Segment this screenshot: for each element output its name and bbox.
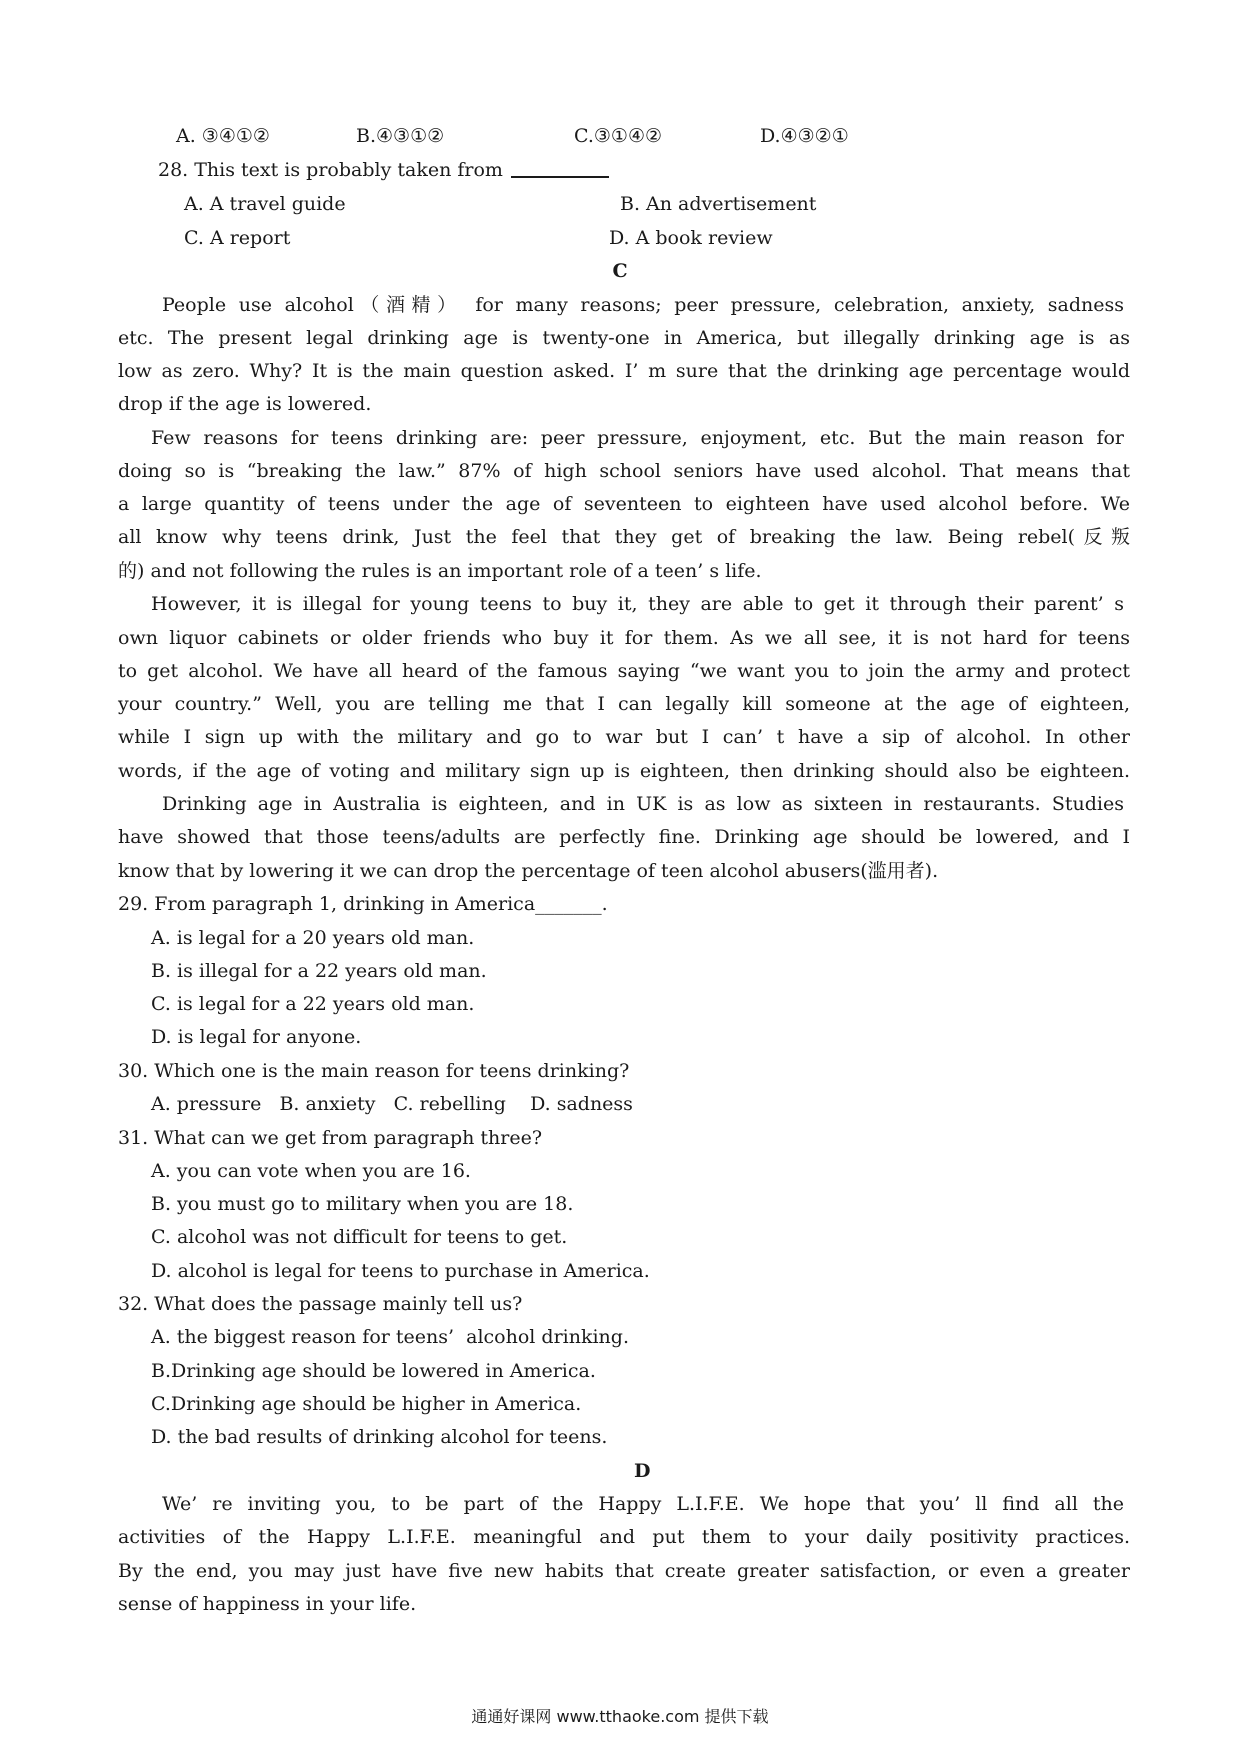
passage-line: to get alcohol. We have all heard of the famous saying “we want you to join the army and protect — [118, 660, 1130, 682]
q29-option-d: D. is legal for anyone. — [151, 1026, 362, 1048]
q32-option-c: C.Drinking age should be higher in America. — [151, 1393, 582, 1415]
q32-option-a: A. the biggest reason for teens’ alcohol drinking. — [151, 1326, 629, 1348]
passage-line: words, if the age of voting and military sign up is eighteen, then drinking should also be eighteen. — [118, 760, 1130, 782]
q28-option-c: C. A report — [184, 227, 291, 249]
q30-options: A. pressure B. anxiety C. rebelling D. sadness — [151, 1093, 633, 1115]
q32-option-d: D. the bad results of drinking alcohol for teens. — [151, 1426, 608, 1448]
q27-option-d: D.④③②① — [760, 125, 849, 147]
passage-line: Drinking age in Australia is eighteen, and in UK is as low as sixteen in restaurants. Studies — [162, 793, 1124, 815]
passage-line: However, it is illegal for young teens to buy it, they are able to get it through their parent’ s — [151, 593, 1124, 615]
q31-option-d: D. alcohol is legal for teens to purchase in America. — [151, 1260, 650, 1282]
section-d-heading: D — [634, 1460, 651, 1482]
passage-line: sense of happiness in your life. — [118, 1593, 417, 1615]
passage-line: own liquor cabinets or older friends who buy it for them. As we all see, it is not hard for teens — [118, 627, 1130, 649]
passage-line: low as zero. Why? It is the main question asked. I’ m sure that the drinking age percentage would — [118, 360, 1130, 382]
passage-line: drop if the age is lowered. — [118, 393, 372, 415]
q32-stem: 32. What does the passage mainly tell us? — [118, 1293, 523, 1315]
passage-line: activities of the Happy L.I.F.E. meaningful and put them to your daily positivity practices. — [118, 1526, 1130, 1548]
passage-line: Few reasons for teens drinking are: peer pressure, enjoyment, etc. But the main reason for — [151, 427, 1124, 449]
answer-blank — [511, 176, 609, 178]
q27-option-b: B.④③①② — [356, 125, 445, 147]
passage-line: doing so is “breaking the law.” 87% of high school seniors have used alcohol. That means that — [118, 460, 1130, 482]
passage-line: etc. The present legal drinking age is twenty-one in America, but illegally drinking age is as — [118, 327, 1130, 349]
q28-option-d: D. A book review — [609, 227, 773, 249]
section-c-heading: C — [612, 260, 628, 282]
q28-stem: 28. This text is probably taken from — [158, 158, 609, 182]
passage-line: all know why teens drink, Just the feel that they get of breaking the law. Being rebel(反叛 — [118, 526, 1130, 548]
passage-line: We’ re inviting you, to be part of the Happy L.I.F.E. We hope that you’ ll find all the — [162, 1493, 1124, 1515]
q31-stem: 31. What can we get from paragraph three? — [118, 1127, 543, 1149]
passage-line: your country.” Well, you are telling me that I can legally kill someone at the age of eighteen, — [118, 693, 1130, 715]
q29-stem: 29. From paragraph 1, drinking in America_______. — [118, 893, 608, 915]
passage-line: 的) and not following the rules is an important role of a teen’ s life. — [118, 560, 762, 582]
passage-line: By the end, you may just have five new habits that create greater satisfaction, or even a greater — [118, 1560, 1130, 1582]
q29-option-c: C. is legal for a 22 years old man. — [151, 993, 475, 1015]
q32-option-b: B.Drinking age should be lowered in America. — [151, 1360, 596, 1382]
q29-option-b: B. is illegal for a 22 years old man. — [151, 960, 487, 982]
q31-option-b: B. you must go to military when you are 18. — [151, 1193, 574, 1215]
q28-option-a: A. A travel guide — [184, 193, 346, 215]
passage-line: People use alcohol（酒精） for many reasons; peer pressure, celebration, anxiety, sadness — [162, 294, 1124, 316]
passage-line: while I sign up with the military and go to war but I can’ t have a sip of alcohol. In other — [118, 726, 1130, 748]
page-footer: 通通好课网 www.tthaoke.com 提供下载 — [471, 1707, 769, 1726]
q29-option-a: A. is legal for a 20 years old man. — [151, 927, 475, 949]
passage-line: a large quantity of teens under the age of seventeen to eighteen have used alcohol before. We — [118, 493, 1130, 515]
passage-line: know that by lowering it we can drop the percentage of teen alcohol abusers(滥用者). — [118, 860, 939, 882]
q27-option-c: C.③①④② — [574, 125, 663, 147]
q30-stem: 30. Which one is the main reason for teens drinking? — [118, 1060, 630, 1082]
passage-line: have showed that those teens/adults are perfectly fine. Drinking age should be lowered, and I — [118, 826, 1130, 848]
q27-option-a: A. ③④①② — [176, 125, 270, 147]
q31-option-a: A. you can vote when you are 16. — [151, 1160, 471, 1182]
q28-option-b: B. An advertisement — [620, 193, 817, 215]
q31-option-c: C. alcohol was not difficult for teens to get. — [151, 1226, 568, 1248]
